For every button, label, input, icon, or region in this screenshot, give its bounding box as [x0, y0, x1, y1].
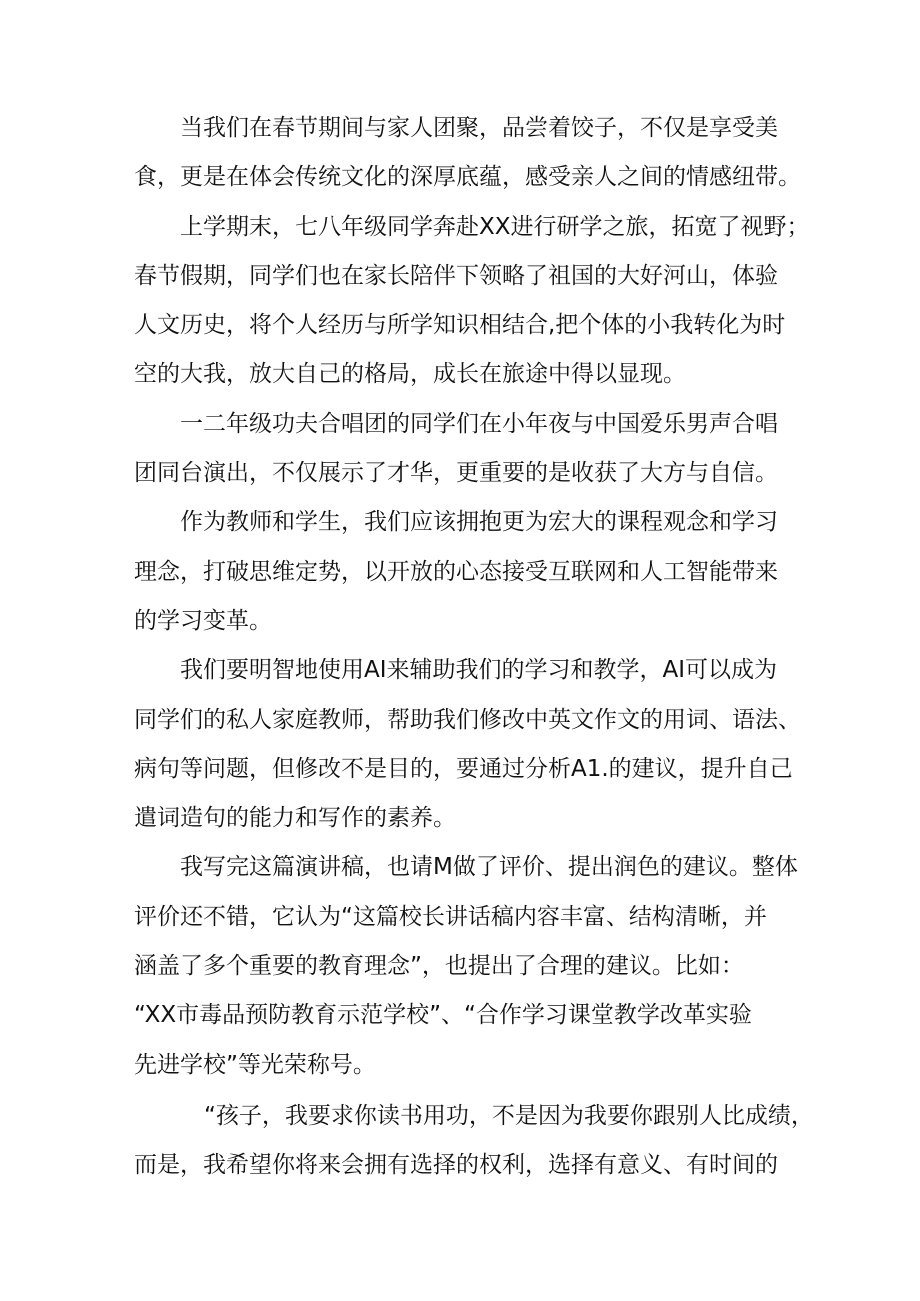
paragraph-line: 同学们的私人家庭教师，帮助我们修改中英文作文的用词、语法、	[134, 706, 801, 733]
paragraph-line: “XX市毒品预防教育示范学校”、“合作学习课堂教学改革实验	[134, 1002, 752, 1029]
paragraph-line: 当我们在春节期间与家人团聚，品尝着饺子，不仅是享受美	[180, 115, 778, 141]
paragraph-line: 人文历史，将个人经历与所学知识相结合,把个体的小我转化为时	[134, 312, 786, 339]
paragraph-line: 我们要明智地使用AI来辅助我们的学习和教学，AI可以成为	[180, 657, 778, 684]
paragraph-line: 空的大我，放大自己的格局，成长在旅途中得以显现。	[134, 361, 686, 388]
paragraph-line: 而是，我希望你将来会拥有选择的权利，选择有意义、有时间的	[134, 1152, 778, 1179]
paragraph-line: 的学习变革。	[134, 607, 272, 634]
paragraph-line: 评价还不错，它认为“这篇校长讲话稿内容丰富、结构清晰，并	[134, 903, 767, 930]
paragraph-line: 上学期末，七八年级同学奔赴XX进行研学之旅，拓宽了视野；	[180, 213, 810, 240]
paragraph-line: 一二年级功夫合唱团的同学们在小年夜与中国爱乐男声合唱	[180, 410, 778, 437]
paragraph-line: 食，更是在体会传统文化的深厚底蕴，感受亲人之间的情感纽带。	[134, 164, 801, 191]
paragraph-line: 春节假期，同学们也在家长陪伴下领略了祖国的大好河山，体验	[134, 262, 778, 289]
paragraph-line: 病句等问题，但修改不是目的，要通过分析A1.的建议，提升自己	[134, 755, 793, 782]
paragraph-line: 作为教师和学生，我们应该拥抱更为宏大的课程观念和学习	[180, 509, 778, 536]
paragraph-line: 遣词造句的能力和写作的素养。	[134, 805, 456, 832]
paragraph-line: 理念，打破思维定势，以开放的心态接受互联网和人工智能带来	[134, 558, 778, 585]
speech-body	[134, 104, 814, 1191]
paragraph-line: 团同台演出，不仅展示了才华，更重要的是收获了大方与自信。	[134, 460, 778, 487]
paragraph-line: 涵盖了多个重要的教育理念”，也提出了合理的建议。比如：	[134, 953, 744, 980]
paragraph-line: 先进学校”等光荣称号。	[134, 1051, 376, 1078]
paragraph-line: 我写完这篇演讲稿，也请M做了评价、提出润色的建议。整体	[180, 854, 798, 881]
paragraph-line: “孩子，我要求你读书用功，不是因为我要你跟别人比成绩，	[204, 1102, 814, 1129]
